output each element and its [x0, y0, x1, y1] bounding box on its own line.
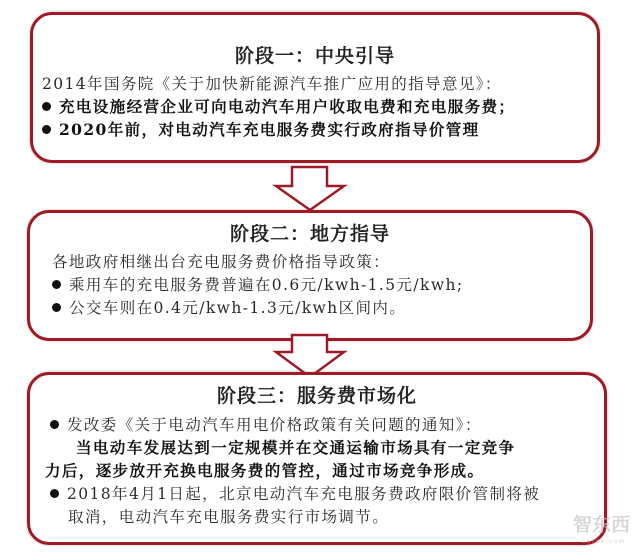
stage-1-box	[30, 12, 600, 163]
watermark-logo: 智东西	[572, 514, 630, 536]
stage-3-line-3: 力后，逐步放开充换电服务费的管控，通过市场竞争形成。	[45, 461, 485, 480]
bullet-icon	[52, 303, 61, 312]
bullet-icon	[50, 420, 59, 429]
stage-3-box	[27, 372, 607, 545]
watermark-subtext: zhidx.com	[582, 539, 626, 545]
stage-2-line-1: 各地政府相继出台充电服务费价格指导政策：	[52, 253, 391, 271]
stage-3-line-2: 当电动车发展达到一定规模并在交通运输市场具有一定竞争	[76, 438, 516, 457]
stage-2-line-3: 公交车则在0.4元/kwh-1.3元/kwh区间内。	[52, 296, 406, 318]
down-arrow-icon	[272, 164, 348, 212]
bullet-icon	[50, 489, 59, 498]
stage-1-line-1: 2014年国务院《关于加快新能源汽车推广应用的指导意见》：	[42, 75, 502, 93]
stage-1-title: 阶段一：中央引导	[234, 45, 395, 67]
stage-1-line-3: 2020年前，对电动汽车充电服务费实行政府指导价管理	[42, 118, 480, 140]
bullet-icon	[52, 280, 61, 289]
stage-3-title: 阶段三：服务费市场化	[216, 385, 417, 407]
stage-1-line-2: 充电设施经营企业可向电动汽车用户收取电费和充电服务费；	[42, 95, 515, 117]
stage-2-box	[27, 210, 593, 341]
stage-2-line-2: 乘用车的充电服务费普遍在0.6元/kwh-1.5元/kwh;	[52, 273, 464, 295]
bullet-icon	[42, 125, 51, 134]
bullet-icon	[42, 102, 51, 111]
stage-3-line-5: 取消，电动汽车充电服务费实行市场调节。	[68, 508, 390, 526]
stage-3-line-1: 发改委《关于电动汽车用电价格政策有关问题的通知》：	[50, 413, 482, 435]
stage-3-line-4: 2018年4月1日起，北京电动汽车充电服务费政府限价管制将被	[50, 482, 540, 504]
stage-2-title: 阶段二：地方指导	[229, 223, 390, 245]
